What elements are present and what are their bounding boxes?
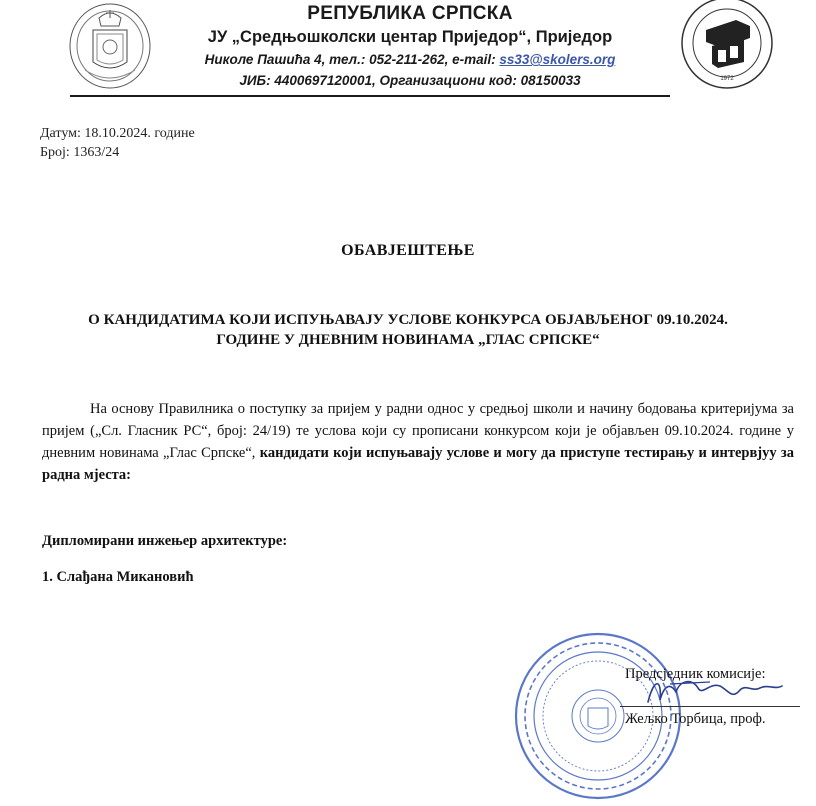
email-link[interactable]: ss33@skolers.org [499,52,616,67]
contact-line [140,52,680,67]
document-number: Број: 1363/24 [40,145,120,160]
signatory-name: Жељко Торбица, проф. [625,711,766,727]
institution-name: ЈУ „Средњошколски центар Приједор“, Приједор [207,28,613,46]
subject-line-2: ГОДИНЕ У ДНЕВНИМ НОВИНАМА „ГЛАС СРПСКЕ“ [216,332,600,348]
notice-subject [20,310,796,350]
address-text: Николе Пашића 4, тел.: 052-211-262, e-mail: [204,52,500,67]
position-heading: Дипломирани инжењер архитектуре: [42,533,288,549]
candidate-item: 1. Слађана Микановић [42,569,194,585]
notice-title: ОБАВЈЕШТЕЊЕ [341,242,475,259]
paragraph-text: На основу Правилника о поступку за пријем у радни однос у средњој школи и начину бодовања критеријума за пријем („Сл. Гласник РС“, број: 24/19) те услова који су прописани конкурсом који је објављен 09.10.2024. године у дневним новинама „Глас Српске“, [42,401,794,461]
signature-line [620,706,800,707]
notice-paragraph [42,398,794,486]
republic-title: РЕПУБЛИКА СРПСКА [307,3,513,24]
subject-line-1: О КАНДИДАТИМА КОЈИ ИСПУЊАВАЈУ УСЛОВЕ КОНКУРСА ОБЈАВЉЕНОГ 09.10.2024. [88,312,728,328]
logo-year: 1972 [720,76,734,82]
document-date: Датум: 18.10.2024. године [40,126,195,141]
registration-ids: ЈИБ: 4400697120001, Организациони код: 08150033 [239,73,581,88]
header-divider [70,95,670,97]
signature-role: Предсједник комисије: [625,666,766,682]
school-center-logo [678,0,776,92]
paragraph-bold-text: кандидати који испуњавају услове и могу да приступе тестирању и интервјуу за радна мјеста: [42,445,794,483]
